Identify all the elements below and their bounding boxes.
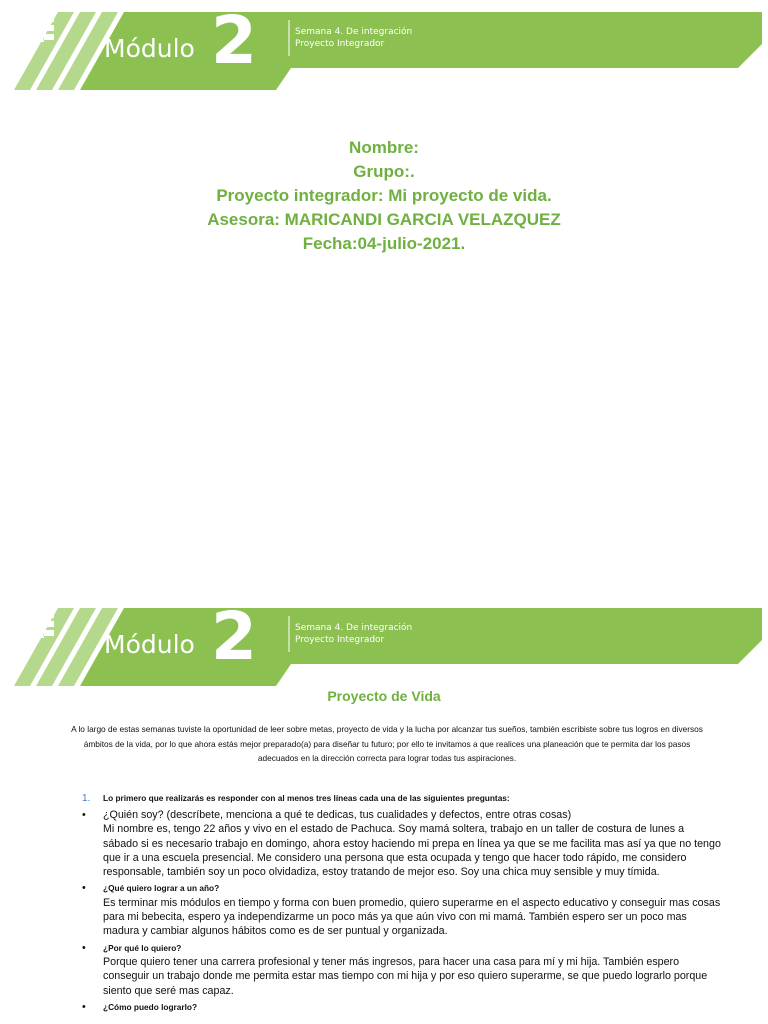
question-text: ¿Qué quiero lograr a un año? <box>103 883 220 894</box>
bullet-icon: • <box>82 1000 86 1013</box>
instruction-number: 1. <box>82 793 91 804</box>
header-banner-page1 <box>14 2 762 90</box>
bullet-icon: • <box>82 809 86 821</box>
question-text: ¿Cómo puedo lograrlo? <box>103 1001 198 1012</box>
project-label: Proyecto Integrador <box>295 39 385 49</box>
week-label: Semana 4. De integración <box>295 623 413 633</box>
list-item <box>82 881 722 938</box>
banner-subtitle <box>295 622 412 646</box>
cover-grupo: Grupo:. <box>353 162 415 181</box>
answer-text: Mi nombre es, tengo 22 años y vivo en el estado de Pachuca. Soy mamá soltera, trabajo en un taller de costura de lunes a sábado si es necesario trabajo en domingo, ahora estoy haciendo mi prepa en línea ya que se me facilita mas así ya que no tengo que ir a una escuela presencial. Me considero una persona que esta ocupada y tengo que hacer todo rápido, me considero responsable, también soy un poco olvidadiza, estoy tratando de mejor eso. Soy una chica muy sensible y muy tímida. <box>103 823 721 879</box>
module-label: Módulo <box>104 630 195 659</box>
prepa-en-linea-sep-logo-icon <box>14 608 56 642</box>
week-label: Semana 4. De integración <box>295 27 413 37</box>
prepa-en-linea-sep-logo-icon <box>14 12 56 46</box>
module-number: 2 <box>211 598 257 675</box>
module-number: 2 <box>211 2 257 79</box>
instruction-heading <box>82 793 722 804</box>
list-item <box>82 808 722 879</box>
bullet-icon: • <box>82 882 86 895</box>
instruction-text: Lo primero que realizarás es responder con al menos tres líneas cada una de las siguientes preguntas: <box>103 793 510 803</box>
answer-text: Es terminar mis módulos en tiempo y forma con buen promedio, quiero superarme en el aspecto educativo y conseguir mas cosas para mi bebecita, espero ya independizarme un poco más ya que aún vivo con mi mamá. También espero ser un poco mas madura y cambiar algunos hábitos como es de ser puntual y organizada. <box>103 896 721 938</box>
cover-fecha: Fecha:04-julio-2021. <box>302 234 466 253</box>
cover-block <box>0 136 768 256</box>
header-banner-page2 <box>14 598 762 686</box>
list-item <box>82 941 722 998</box>
intro-paragraph: A lo largo de estas semanas tuviste la oportunidad de leer sobre metas, proyecto de vida y la lucha por alcanzar tus sueños, también escribiste sobre tus logros en diversos ámbitos de la vida, por lo que ahora estás mejor preparado(a) para diseñar tu futuro; por ello te invitamos a que realices una planeación que te permita dar los pasos adecuados en la dirección correcta para lograr todas tus aspiraciones. <box>71 724 703 763</box>
answer-text: Porque quiero tener una carrera profesional y tener más ingresos, para hacer una casa para mí y mi hija. También espero conseguir un trabajo donde me permita estar mas tiempo con mi hija y por eso quiero superarme, se que puedo lograrlo porque siento que seré mas capaz. <box>103 955 708 997</box>
banner-subtitle <box>295 26 412 50</box>
question-text: ¿Por qué lo quiero? <box>103 942 182 953</box>
module-label: Módulo <box>104 34 195 63</box>
cover-proyecto: Proyecto integrador: Mi proyecto de vida. <box>216 186 552 205</box>
project-label: Proyecto Integrador <box>295 635 385 645</box>
question-list <box>82 808 722 1016</box>
cover-nombre: Nombre: <box>349 138 419 157</box>
list-item <box>82 1000 722 1014</box>
cover-asesora: Asesora: MARICANDI GARCIA VELAZQUEZ <box>207 210 561 229</box>
bullet-icon: • <box>82 941 86 954</box>
question-intro: ¿Quién soy? (descríbete, menciona a qué te dedicas, tus cualidades y defectos, entre otras cosas) <box>103 809 572 821</box>
section-title: Proyecto de Vida <box>327 688 441 704</box>
